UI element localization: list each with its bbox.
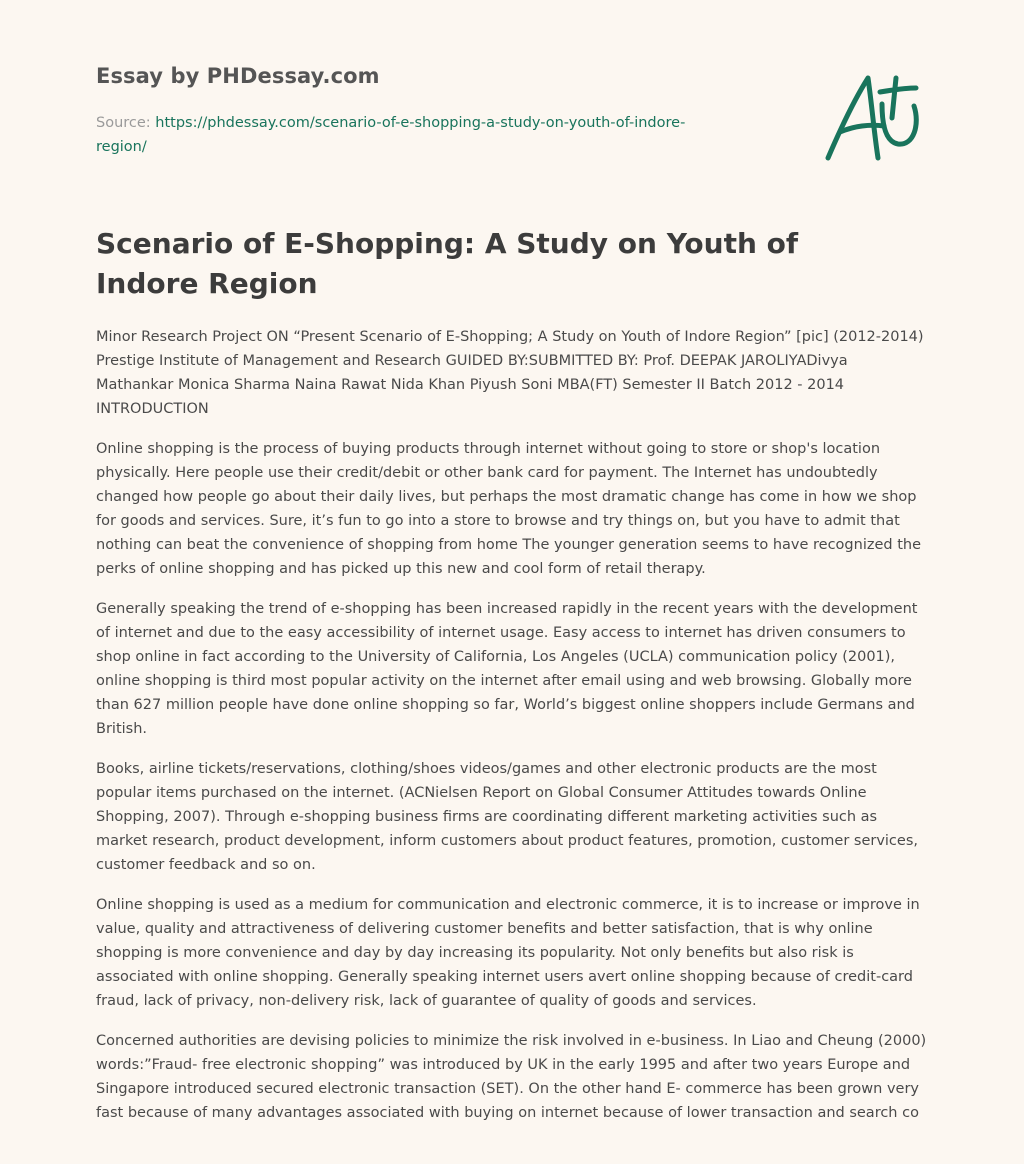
paragraph: Generally speaking the trend of e-shopping has been increased rapidly in the recent years with the development of internet and due to the easy accessibility of internet usage. Easy access to internet has driven consumers to shop online in fact according to the University of California, Los Angeles (UCLA) communication policy (2001), online shopping is third most popular activity on the internet after email using and web browsing. Globally more than 627 million people have done online shopping so far, World’s biggest online shoppers include Germans and British. xyxy=(96,601,918,737)
source-link[interactable]: https://phdessay.com/scenario-of-e-shopping-a-study-on-youth-of-indore-region/ xyxy=(96,115,686,155)
paragraph: Online shopping is the process of buying products through internet without going to store or shop's location physically. Here people use their credit/debit or other bank card for payment. The Internet has undoubtedly changed how people go about their daily lives, but perhaps the most dramatic change has come in how we shop for goods and services. Sure, it’s fun to go into a store to browse and try things on, but you have to admit that nothing can beat the convenience of shopping from home The younger generation seems to have recognized the perks of online shopping and has picked up this new and cool form of retail therapy. xyxy=(96,441,921,577)
paragraph: Online shopping is used as a medium for communication and electronic commerce, it is to increase or improve in value, quality and attractiveness of delivering customer benefits and better satisfaction, that is why online shopping is more convenience and day by day increasing its popularity. Not only benefits but also risk is associated with online shopping. Generally speaking internet users avert online shopping because of credit-card fraud, lack of privacy, non-delivery risk, lack of guarantee of quality of goods and services. xyxy=(96,897,920,1009)
source-line xyxy=(96,111,736,159)
paragraph: Books, airline tickets/reservations, clothing/shoes videos/games and other electronic products are the most popular items purchased on the internet. (ACNielsen Report on Global Consumer Attitudes towards Online Shopping, 2007). Through e-shopping business firms are coordinating different marketing activities such as market research, product development, inform customers about product features, promotion, customer services, customer feedback and so on. xyxy=(96,761,918,873)
essay-title: Scenario of E-Shopping: A Study on Youth of Indore Region xyxy=(96,227,799,300)
site-title: Essay by PHDessay.com xyxy=(96,64,380,88)
source-label: Source: xyxy=(96,115,156,131)
paragraph: Concerned authorities are devising policies to minimize the risk involved in e-business. In Liao and Cheung (2000) words:”Fraud- free electronic shopping” was introduced by UK in the early 1995 and after two years Europe and Singapore introduced secured electronic transaction (SET). On the other hand E- commerce has been grown very fast because of many advantages associated with buying on internet because of lower transaction and search co xyxy=(96,1033,927,1121)
essay-body xyxy=(96,325,928,1141)
a-plus-logo-icon xyxy=(824,66,928,170)
paragraph: Minor Research Project ON “Present Scenario of E-Shopping; A Study on Youth of Indore Region” [pic] (2012-2014) Prestige Institute of Management and Research GUIDED BY:SUBMITTED BY: Prof. DEEPAK JAROLIYADivya Mathankar Monica Sharma Naina Rawat Nida Khan Piyush Soni MBA(FT) Semester II Batch 2012 - 2014 INTRODUCTION xyxy=(96,329,924,417)
